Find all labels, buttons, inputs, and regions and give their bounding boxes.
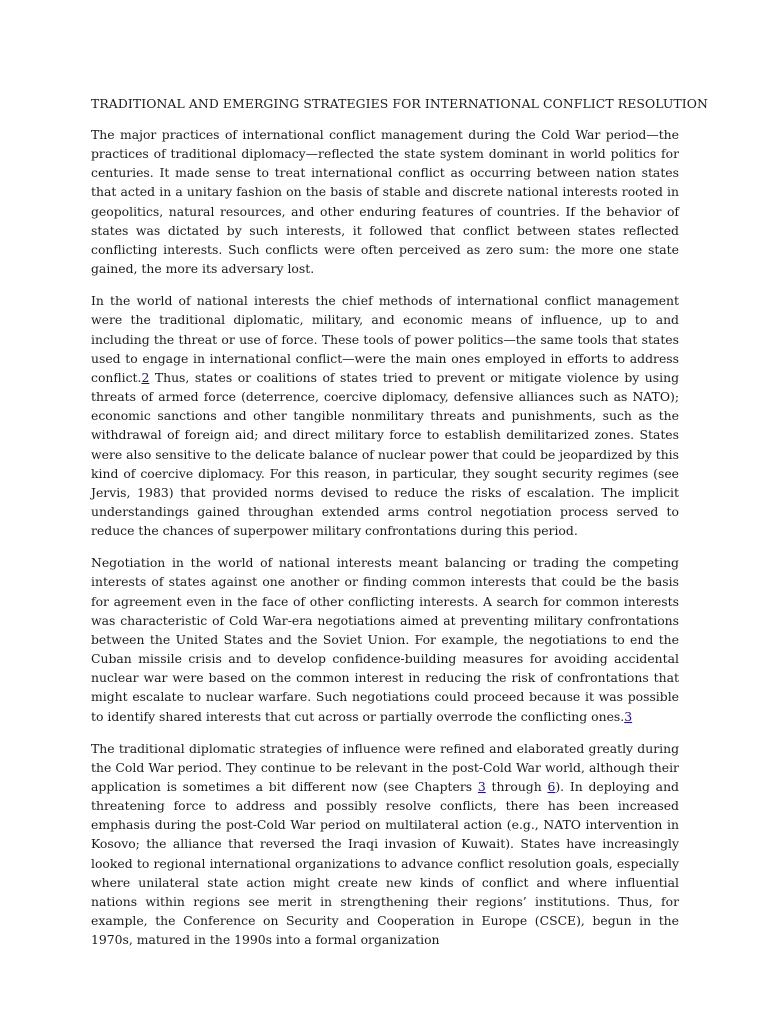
paragraph-3 <box>91 553 679 725</box>
paragraph-text: Negotiation in the world of national interests meant balancing or trading the competing interests of states against one another or finding common interests that could be the basis for agreement even in the face of other conflicting interests. A search for common interests was characteristic of Cold War-era negotiations aimed at preventing military confrontations between the United States and the Soviet Union. For example, the negotiations to end the Cuban missile crisis and to develop confidence-building measures for avoiding accidental nuclear war were based on the common interest in reducing the risk of confrontations that might escalate to nuclear warfare. Such negotiations could proceed because it was possible to identify shared interests that cut across or partially overrode the conflicting ones. <box>91 555 679 724</box>
paragraph-4 <box>91 739 679 950</box>
paragraph-text: ). In deploying and threatening force to address and possibly resolve conflicts, there has been increased emphasis during the post-Cold War period on multilateral action (e.g., NATO intervention in Kosovo; the alliance that reversed the Iraqi invasion of Kuwait). States have increasingly looked to regional international organizations to advance conflict resolution goals, especially where unilateral state action might create new kinds of conflict and where influential nations within regions see merit in strengthening their regions’ institutions. Thus, for example, the Conference on Security and Cooperation in Europe (CSCE), begun in the 1970s, matured in the 1990s into a formal organization <box>91 779 679 948</box>
paragraph-text: The major practices of international conflict management during the Cold War period—the practices of traditional diplomacy—reflected the state system dominant in world politics for centuries. It made sense to treat international conflict as occurring between nation states that acted in a unitary fashion on the basis of stable and discrete national interests rooted in geopolitics, natural resources, and other enduring features of countries. If the behavior of states was dictated by such interests, it followed that conflict between states reflected conflicting interests. Such conflicts were often perceived as zero sum: the more one state gained, the more its adversary lost. <box>91 127 679 277</box>
paragraph-text: through <box>485 779 548 794</box>
chapter-link-6[interactable]: 6 <box>547 779 556 794</box>
paragraph-text: The traditional diplomatic strategies of influence were refined and elaborated greatly during the Cold War period. They continue to be relevant in the post-Cold War world, although their application is sometimes a bit different now (see Chapters <box>91 740 679 794</box>
document-title: TRADITIONAL AND EMERGING STRATEGIES FOR INTERNATIONAL CONFLICT RESOLUTION <box>91 96 708 111</box>
paragraph-text: In the world of national interests the chief methods of international conflict management were the traditional diplomatic, military, and economic means of influence, up to and including the threat or use of force. These tools of power politics—the same tools that states used to engage in international conflict—were the main ones employed in efforts to address conflict. <box>91 293 679 385</box>
footnote-link-2[interactable]: 2 <box>141 369 150 385</box>
footnote-link-3[interactable]: 3 <box>624 708 633 724</box>
chapter-link-3[interactable]: 3 <box>477 779 486 794</box>
paragraph-2 <box>91 291 679 540</box>
paragraph-1 <box>91 125 679 278</box>
paragraph-text: Thus, states or coalitions of states tried to prevent or mitigate violence by using threats of armed force (deterrence, coercive diplomacy, defensive alliances such as NATO); economic sanctions and other tangible nonmilitary threats and punishments, such as the withdrawal of foreign aid; and direct military force to establish demilitarized zones. States were also sensitive to the delicate balance of nuclear power that could be jeopardized by this kind of coercive diplomacy. For this reason, in particular, they sought security regimes (see Jervis, 1983) that provided norms devised to reduce the risks of escalation. The implicit understandings gained throughan extended arms control negotiation process served to reduce the chances of superpower military confrontations during this period. <box>91 369 679 539</box>
